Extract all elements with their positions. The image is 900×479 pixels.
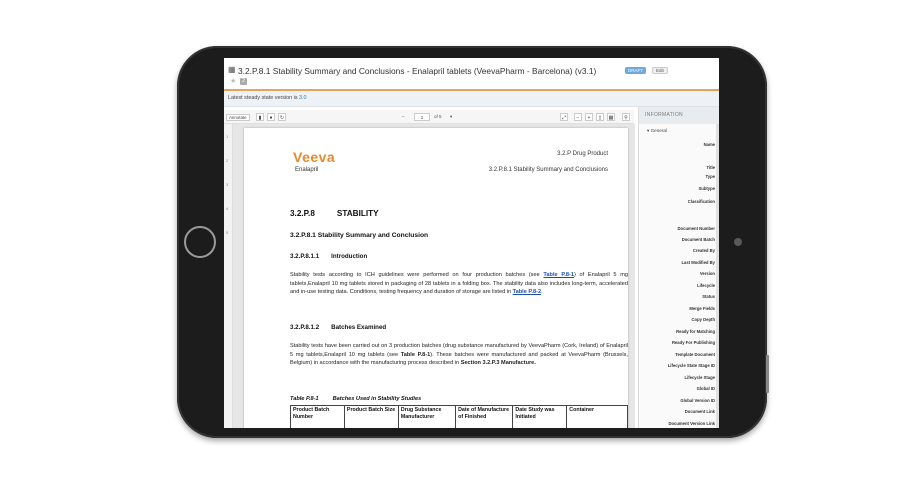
document-title: 3.2.P.8.1 Stability Summary and Conclusions - Enalapril tablets (VeevaPharm - Barcelona) (v3.1) (238, 66, 597, 76)
info-field-label: Document Version Link (668, 421, 715, 426)
document-header (224, 58, 719, 90)
table-header-row (291, 406, 628, 429)
batches-heading: 3.2.P.8.1.2 Batches Examined (290, 324, 387, 331)
star-icon[interactable]: ★ (230, 78, 237, 85)
info-field-label: Merge Fields (689, 306, 715, 311)
info-field-label: Lifecycle (697, 283, 715, 288)
batches-table (290, 405, 628, 428)
tablet-side-button (766, 355, 769, 393)
information-panel (638, 107, 719, 428)
info-field-label: Global Version ID (680, 398, 715, 403)
info-field-label: Global ID (696, 386, 715, 391)
info-panel-header (639, 107, 719, 124)
intro-heading: 3.2.P.8.1.1 Introduction (290, 253, 368, 260)
table-link-1[interactable]: Table P.8-1 (543, 272, 574, 278)
layout-icon[interactable]: ▯ (596, 113, 604, 121)
info-field-label: Ready For Publishing (671, 340, 715, 345)
screen (224, 58, 719, 428)
table-header-cell: Container (567, 406, 628, 429)
table-header-cell: Date Study was Initiated (513, 406, 567, 429)
section-heading: 3.2.P.8 STABILITY (290, 209, 379, 218)
table-link-2[interactable]: Table P.8-2 (512, 289, 542, 296)
thumbnail-4[interactable]: 4 (226, 206, 229, 211)
page-down-icon[interactable]: ▾ (450, 114, 453, 119)
info-field-label: Subtype (698, 186, 715, 191)
info-field-label: Lifecycle State Stage ID (667, 363, 715, 368)
info-field-label: Title (706, 165, 715, 170)
subsection-heading: 3.2.P.8.1 Stability Summary and Conclusion (290, 232, 429, 239)
intro-paragraph: Stability tests according to ICH guidelines were performed on four production batches (see Table P.8-1) of Enalapril 5 mg tablets,Enalapril 10 mg tablets stored in packaging of 28 tablets in a folding box. The stability data also includes long-term, accelerated and in-use testing data. Conditions, testing frequency and duration of storage are listed in Table P.8-2. (290, 272, 628, 296)
banner-text: Latest steady state version is (228, 95, 298, 101)
thumbnail-1[interactable]: 1 (226, 134, 229, 139)
search-icon[interactable]: ⚲ (622, 113, 630, 121)
pin-icon[interactable]: ● (267, 113, 275, 121)
info-field-label: Version (699, 271, 715, 276)
thumbnail-3[interactable]: 3 (226, 182, 229, 187)
info-field-label: Template Document (675, 352, 715, 357)
info-panel-title: INFORMATION (645, 112, 683, 118)
page-up-icon[interactable]: – (402, 114, 405, 119)
table-caption: Table P.8-1 Batches Used in Stability Studies (290, 396, 422, 402)
table-header-cell: Drug Substance Manufacturer (398, 406, 455, 429)
product-name: Enalapril (295, 167, 319, 173)
info-field-label: Ready for Matching (676, 329, 715, 334)
zoom-in-icon[interactable]: + (585, 113, 593, 121)
grid-icon[interactable]: ▦ (608, 115, 614, 121)
document-icon: ▦ (228, 65, 236, 74)
viewer-toolbar (224, 110, 634, 124)
page-total: of 5 (434, 114, 442, 119)
collapse-icon: ▾ (647, 128, 650, 133)
thumbnail-rail (224, 124, 233, 428)
zoom-out-icon[interactable]: − (574, 113, 582, 121)
info-field-label: Lifecycle Stage (684, 375, 715, 380)
home-button (184, 226, 216, 258)
info-field-label: Type (705, 174, 715, 179)
info-field-label: Document Link (684, 409, 715, 414)
table-header-cell: Date of Manufacture of Finished (456, 406, 513, 429)
refresh-icon[interactable]: ↻ (279, 115, 285, 121)
thumbnail-2[interactable]: 2 (226, 158, 229, 163)
status-badge: DRAFT (625, 67, 646, 74)
annotate-button[interactable]: Annotate (226, 114, 250, 121)
page-number-input[interactable]: 1 (414, 113, 430, 121)
info-field-label: Document Number (677, 226, 715, 231)
edit-button[interactable]: Edit (652, 67, 668, 74)
general-section-toggle[interactable]: ▾ General (647, 128, 667, 133)
info-field-label: Status (702, 294, 715, 299)
info-field-label: Classification (687, 199, 715, 204)
table-header-cell: Product Batch Number (291, 406, 345, 429)
badge-count[interactable]: 2 (240, 78, 247, 85)
info-field-label: Last Modified By (681, 260, 715, 265)
camera-icon (734, 238, 742, 246)
version-banner (224, 91, 719, 107)
header-section: 3.2.P.8.1 Stability Summary and Conclusions (488, 167, 608, 173)
document-page (244, 128, 628, 428)
info-field-label: Document Batch (681, 237, 715, 242)
info-panel-scrollbar[interactable] (716, 124, 719, 428)
info-field-label: Created By (692, 248, 715, 253)
fit-icon[interactable]: ⤢ (561, 115, 566, 121)
batches-paragraph: Stability tests have been carried out on 3 production batches (drug substance manufactured by VeevaPharm (Cork, Ireland) of Enalapril 5 mg tablets,Enalapril 10 mg tablets (see Table P.8-1). These batches were manufactured and packed at VeevaPharm (Brussels, Belgium) in accordance with the manufacturing process described in Section 3.2.P.3 Manufacture. (290, 343, 628, 367)
veeva-logo: Veeva (293, 149, 336, 165)
bookmark-icon[interactable]: ▮ (256, 113, 264, 121)
info-field-label: Name (703, 142, 715, 147)
table-header-cell: Product Batch Size (344, 406, 398, 429)
version-link[interactable]: 3.0 (299, 95, 307, 101)
thumbnail-5[interactable]: 5 (226, 230, 229, 235)
info-field-label: Copy Depth (691, 317, 715, 322)
header-module: 3.2.P Drug Product (557, 151, 608, 157)
